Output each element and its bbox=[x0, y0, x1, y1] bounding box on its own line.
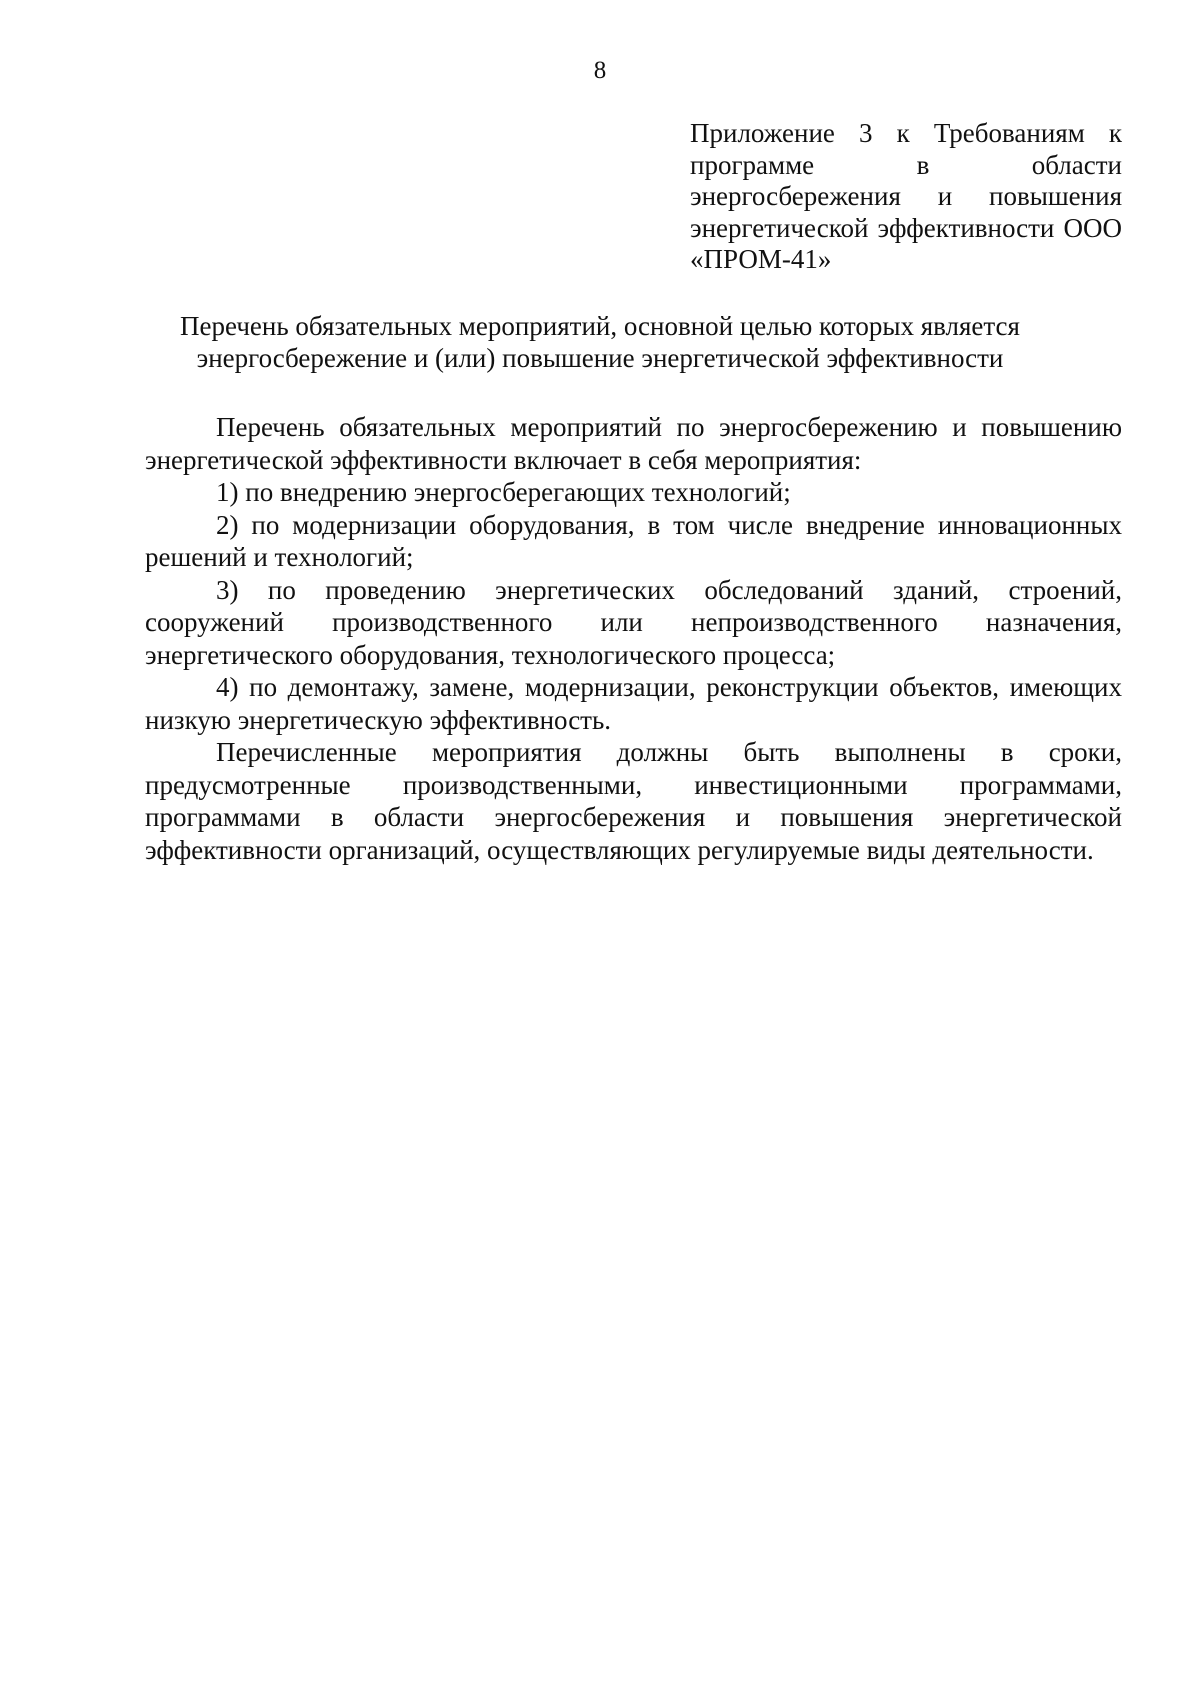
heading-line-2: энергосбережение и (или) повышение энергетической эффективности bbox=[196, 343, 1004, 373]
closing-paragraph: Перечисленные мероприятия должны быть выполнены в сроки, предусмотренные производственными, инвестиционными программами, программами в области энергосбережения и повышения энергетической эффективности организаций, осуществляющих регулируемые виды деятельности. bbox=[145, 737, 1122, 865]
list-item-1: 1) по внедрению энергосберегающих технологий; bbox=[216, 477, 791, 507]
document-heading bbox=[100, 310, 1100, 374]
list-item-2: 2) по модернизации оборудования, в том числе внедрение инновационных решений и технологий; bbox=[145, 509, 1122, 572]
heading-line-1: Перечень обязательных мероприятий, основной целью которых является bbox=[180, 311, 1020, 341]
intro-paragraph: Перечень обязательных мероприятий по энергосбережению и повышению энергетической эффективности включает в себя мероприятия: bbox=[145, 412, 1122, 475]
list-item-3: 3) по проведению энергетических обследований зданий, строений, сооружений производственного или непроизводственного назначения, энергетического оборудования, технологического процесса; bbox=[145, 574, 1122, 670]
document-body bbox=[145, 411, 1122, 866]
page-number: 8 bbox=[593, 57, 607, 84]
appendix-reference: Приложение 3 к Требованиям к программе в области энергосбережения и повышения энергетической эффективности ООО «ПРОМ-41» bbox=[690, 118, 1122, 274]
list-item-4: 4) по демонтажу, замене, модернизации, реконструкции объектов, имеющих низкую энергетическую эффективность. bbox=[145, 672, 1122, 735]
